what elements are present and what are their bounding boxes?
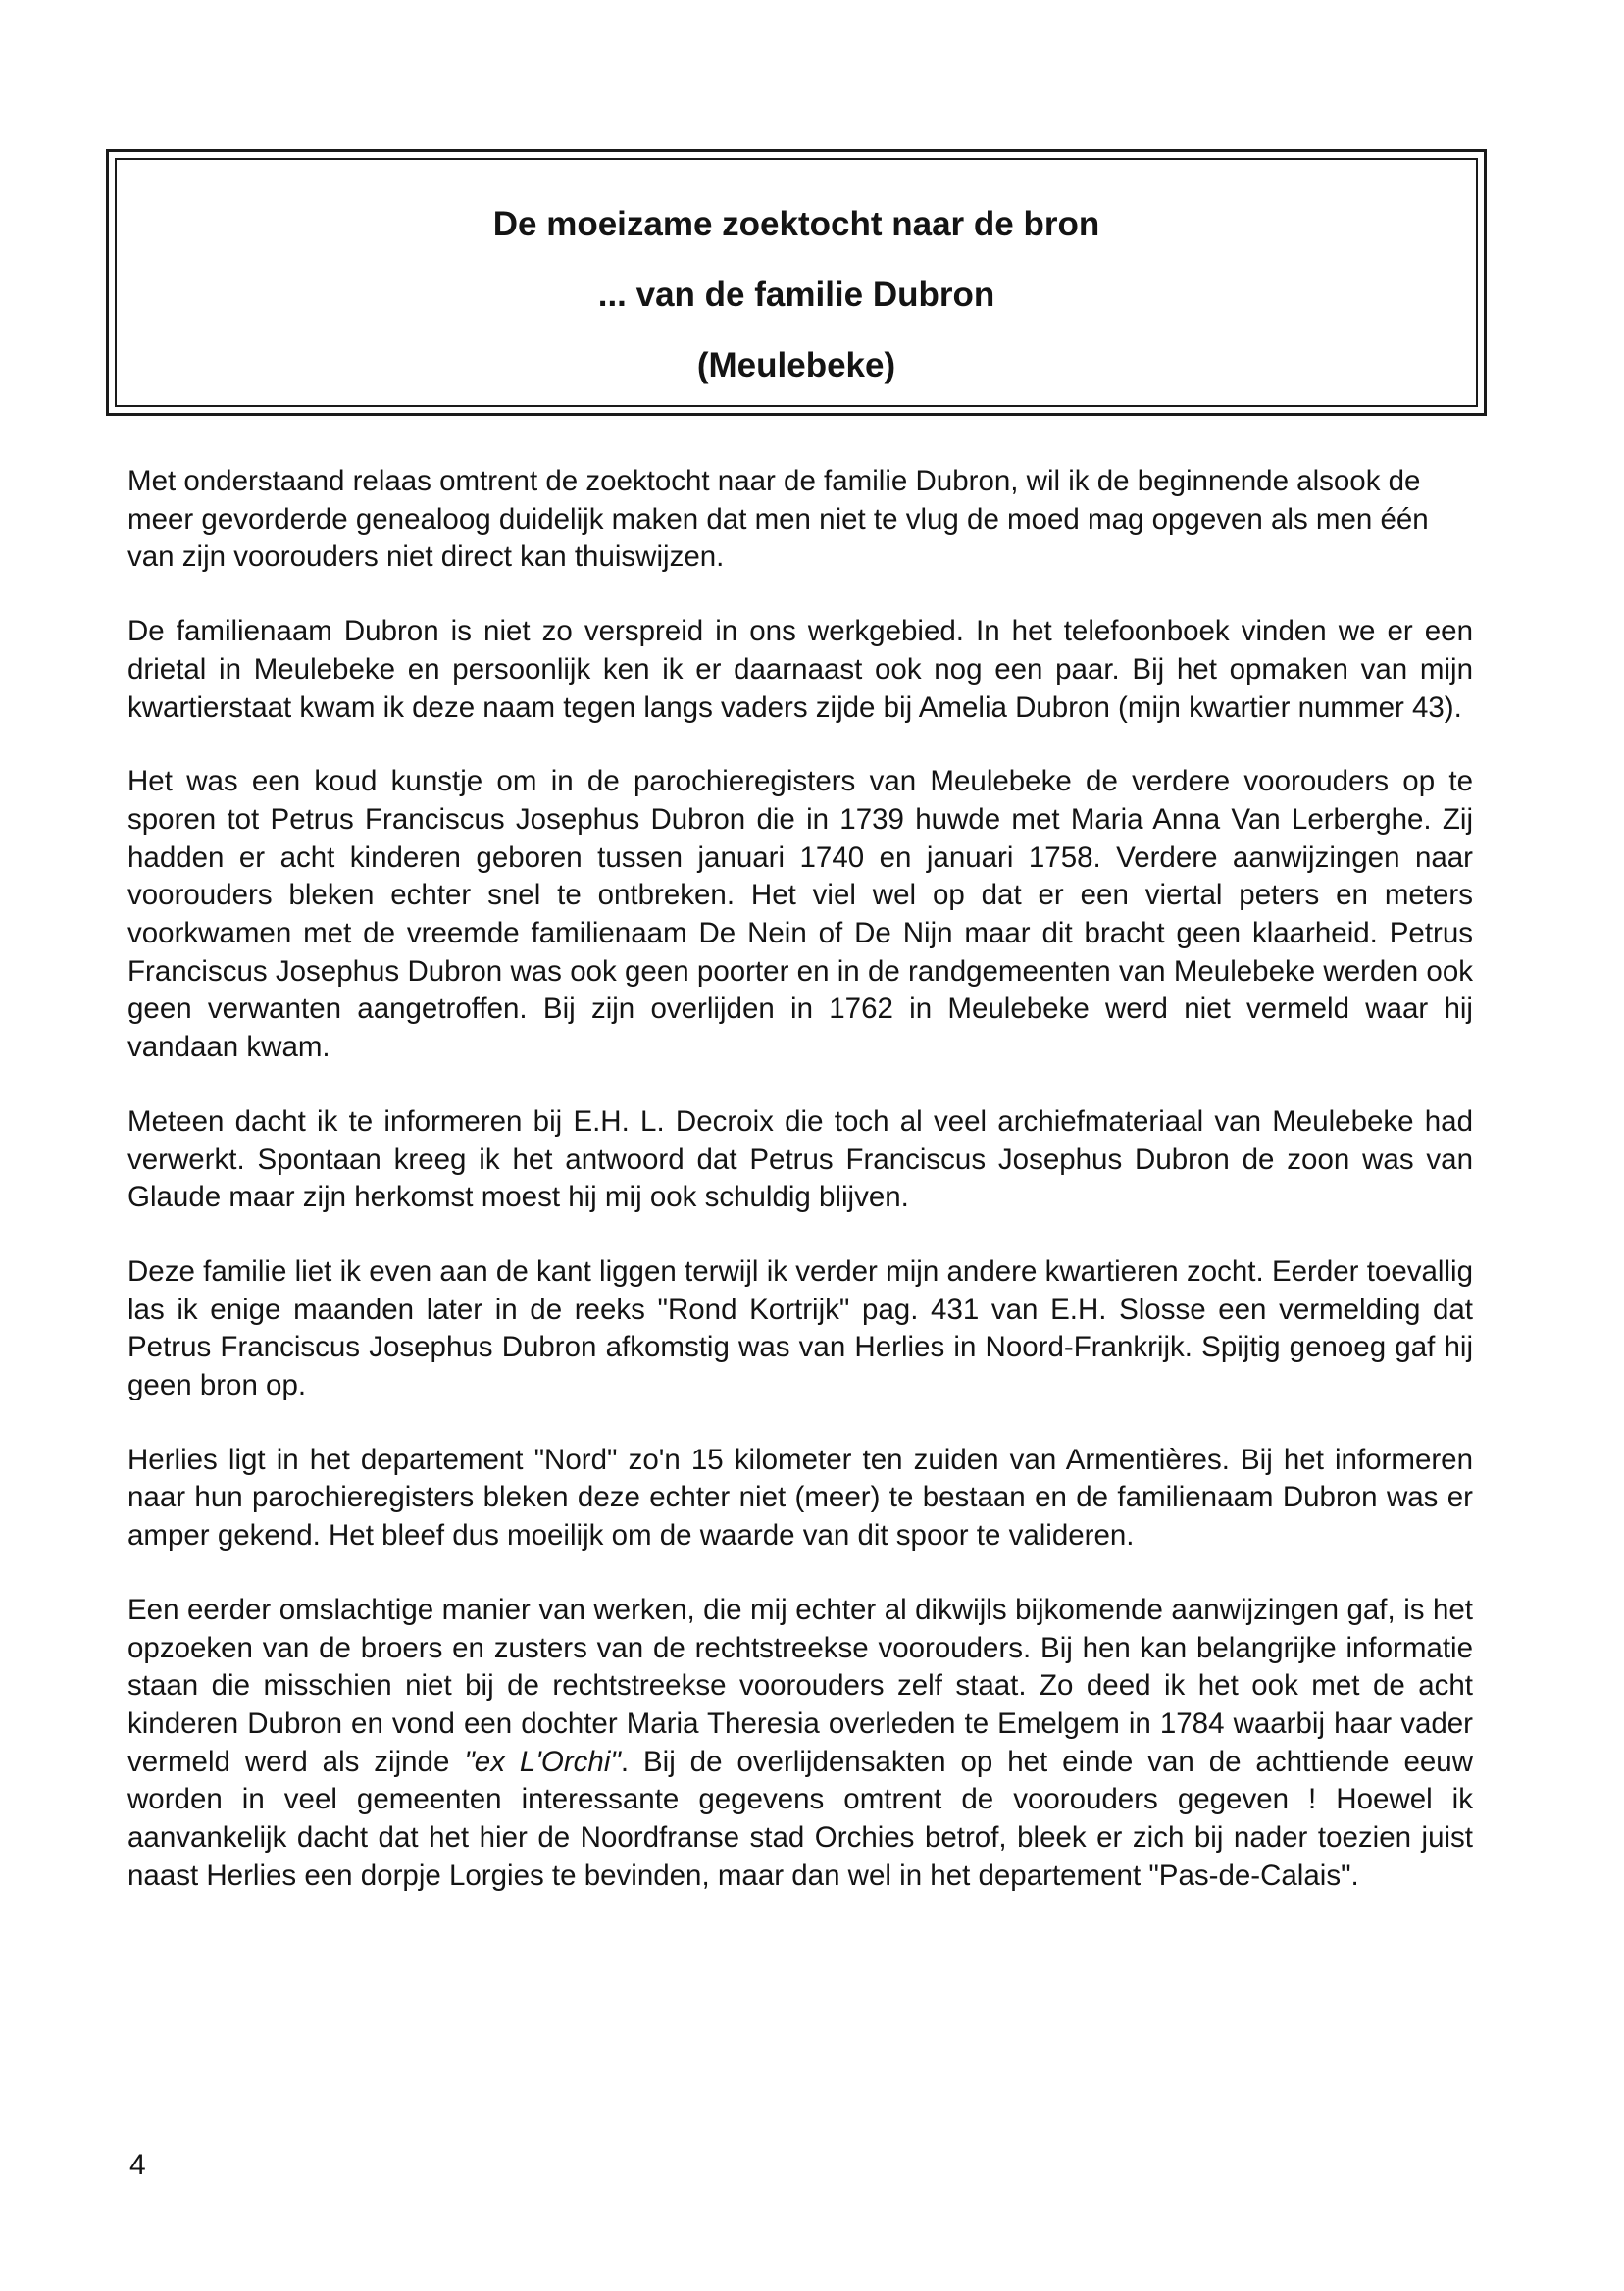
paragraph-parochieregisters: Het was een koud kunstje om in de parochieregisters van Meulebeke de verdere voorouders op te sporen tot Petrus Franciscus Josephus Dubron die in 1739 huwde met Maria Anna Van Lerberghe. Zij hadden er acht kinderen geboren tussen januari 1740 en januari 1758. Verdere aanwijzingen naar voorouders bleken echter snel te ontbreken. Het viel wel op dat er een viertal peters en meters voorkwamen met de vreemde familienaam De Nein of De Nijn maar dit bracht geen klaarheid. Petrus Franciscus Josephus Dubron was ook geen poorter en in de randgemeenten van Meulebeke werden ook geen verwanten aangetroffen. Bij zijn overlijden in 1762 in Meulebeke werd niet vermeld waar hij vandaan kwam.	[127, 765, 1473, 1064]
title-box-inner-border	[115, 158, 1478, 407]
paragraph-intro: Met onderstaand relaas omtrent de zoektocht naar de familie Dubron, wil ik de beginnende alsook de meer gevorderde genealoog duidelijk maken dat men niet te vlug de moed mag opgeven als men één van zijn voorouders niet direct kan thuiswijzen.	[127, 465, 1429, 574]
paragraph-herlies: Herlies ligt in het departement "Nord" zo'n 15 kilometer ten zuiden van Armentières. Bij het informeren naar hun parochieregisters bleken deze echter niet (meer) te bestaan en de familienaam Dubron was er amper gekend. Het bleef dus moeilijk om de waarde van dit spoor te valideren.	[127, 1443, 1473, 1553]
article-location: (Meulebeke)	[696, 346, 896, 384]
page-number: 4	[129, 2149, 146, 2181]
title-box	[106, 149, 1487, 416]
paragraph-text: Een eerder omslachtige manier van werken, die mij echter al dikwijls bijkomende aanwijzingen gaf, is het opzoeken van de broers en zusters van de rechtstreekse voorouders. Bij hen kan belangrijke informatie staan die misschien niet bij de rechtstreekse voorouders zelf staat. Zo deed ik het ook met de acht kinderen Dubron en vond een dochter Maria Theresia overleden te Emelgem in 1784 waarbij haar vader vermeld werd als zijnde	[127, 1593, 1473, 1778]
paragraph-text: . Bij de overlijdensakten op het einde van de achttiende eeuw worden in veel gemeenten interessante gegevens omtrent de voorouders gegeven ! Hoewel ik aanvankelijk dacht dat het hier de Noordfranse stad Orchies betrof, bleek er zich bij nader toezien juist naast Herlies een dorpje Lorgies te bevinden, maar dan wel in het departement "Pas-de-Calais".	[127, 1745, 1473, 1892]
article-body	[127, 463, 1473, 1896]
paragraph-broers-zusters	[127, 1592, 1473, 1896]
italic-quote: "ex L'Orchi"	[464, 1745, 621, 1778]
paragraph-familienaam: De familienaam Dubron is niet zo verspreid in ons werkgebied. In het telefoonboek vinden we er een drietal in Meulebeke en persoonlijk ken ik er daarnaast ook nog een paar. Bij het opmaken van mijn kwartierstaat kwam ik deze naam tegen langs vaders zijde bij Amelia Dubron (mijn kwartier nummer 43).	[127, 615, 1473, 724]
article-subtitle: ... van de familie Dubron	[597, 276, 995, 314]
paragraph-slosse: Deze familie liet ik even aan de kant liggen terwijl ik verder mijn andere kwartieren zocht. Eerder toevallig las ik enige maanden later in de reeks "Rond Kortrijk" pag. 431 van E.H. Slosse een vermelding dat Petrus Franciscus Josephus Dubron afkomstig was van Herlies in Noord-Frankrijk. Spijtig genoeg gaf hij geen bron op.	[127, 1254, 1473, 1402]
article-title: De moeizame zoektocht naar de bron	[492, 205, 1100, 243]
paragraph-decroix: Meteen dacht ik te informeren bij E.H. L. Decroix die toch al veel archiefmateriaal van Meulebeke had verwerkt. Spontaan kreeg ik het antwoord dat Petrus Franciscus Josephus Dubron de zoon was van Glaude maar zijn herkomst moest hij mij ook schuldig blijven.	[127, 1104, 1473, 1214]
